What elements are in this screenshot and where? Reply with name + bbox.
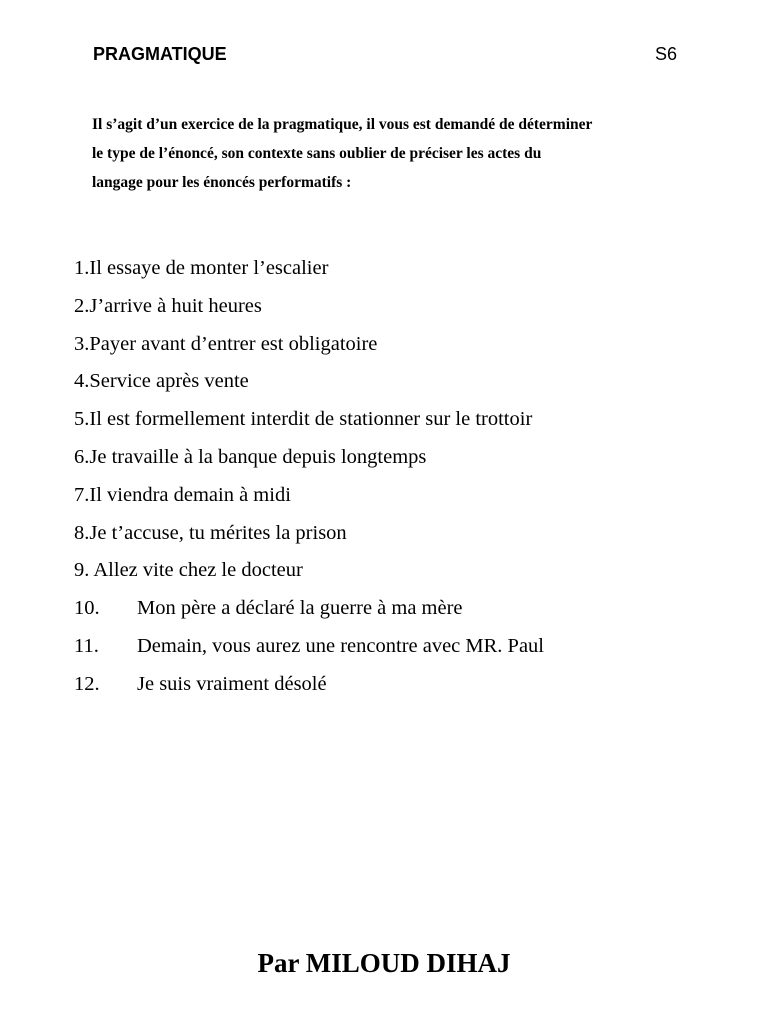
list-item xyxy=(74,668,714,706)
item-text: J’arrive à huit heures xyxy=(89,294,262,317)
item-number: 9. xyxy=(74,559,94,582)
page-header xyxy=(93,44,677,70)
document-title: PRAGMATIQUE xyxy=(93,44,227,64)
list-item xyxy=(74,365,714,403)
list-item xyxy=(74,630,714,668)
list-item xyxy=(74,328,714,366)
instructions-line: Il s’agit d’un exercice de la pragmatique, il vous est demandé de déterminer xyxy=(92,116,593,133)
item-text: Je t’accuse, tu mérites la prison xyxy=(89,521,347,544)
utterance-list xyxy=(74,252,714,706)
instructions-line: le type de l’énoncé, son contexte sans oublier de préciser les actes du xyxy=(92,145,542,162)
item-number: 1. xyxy=(74,257,90,279)
item-number: 11. xyxy=(74,634,99,657)
semester-code: S6 xyxy=(654,44,677,64)
instructions-line: langage pour les énoncés performatifs : xyxy=(92,174,352,191)
author-credit: Par MILOUD DIHAJ xyxy=(257,948,511,978)
item-number: 3. xyxy=(74,332,90,355)
list-item xyxy=(74,517,714,555)
item-text: Je travaille à la banque depuis longtemps xyxy=(89,445,427,468)
item-number: 7. xyxy=(74,483,90,506)
item-text: Mon père a déclaré la guerre à ma mère xyxy=(137,597,463,620)
list-item xyxy=(74,290,714,328)
item-number: 12. xyxy=(74,672,100,695)
item-number: 10. xyxy=(74,597,100,620)
item-number: 6. xyxy=(74,445,90,468)
item-text: Il viendra demain à midi xyxy=(89,483,291,506)
item-text: Je suis vraiment désolé xyxy=(137,672,327,695)
list-item xyxy=(74,403,714,441)
item-text: Payer avant d’entrer est obligatoire xyxy=(89,332,378,355)
list-item xyxy=(74,592,714,630)
item-text: Il essaye de monter l’escalier xyxy=(89,257,329,279)
item-number: 8. xyxy=(74,521,90,544)
list-item xyxy=(74,554,714,592)
list-item xyxy=(74,252,714,290)
item-text: Demain, vous aurez une rencontre avec MR. Paul xyxy=(137,634,545,657)
item-number: 5. xyxy=(74,408,90,431)
item-text: Allez vite chez le docteur xyxy=(93,559,303,582)
list-item xyxy=(74,441,714,479)
item-text: Il est formellement interdit de stationner sur le trottoir xyxy=(89,408,533,431)
item-number: 4. xyxy=(74,370,90,393)
item-number: 2. xyxy=(74,294,90,317)
instructions-paragraph xyxy=(92,110,692,197)
list-item xyxy=(74,479,714,517)
item-text: Service après vente xyxy=(89,370,249,393)
